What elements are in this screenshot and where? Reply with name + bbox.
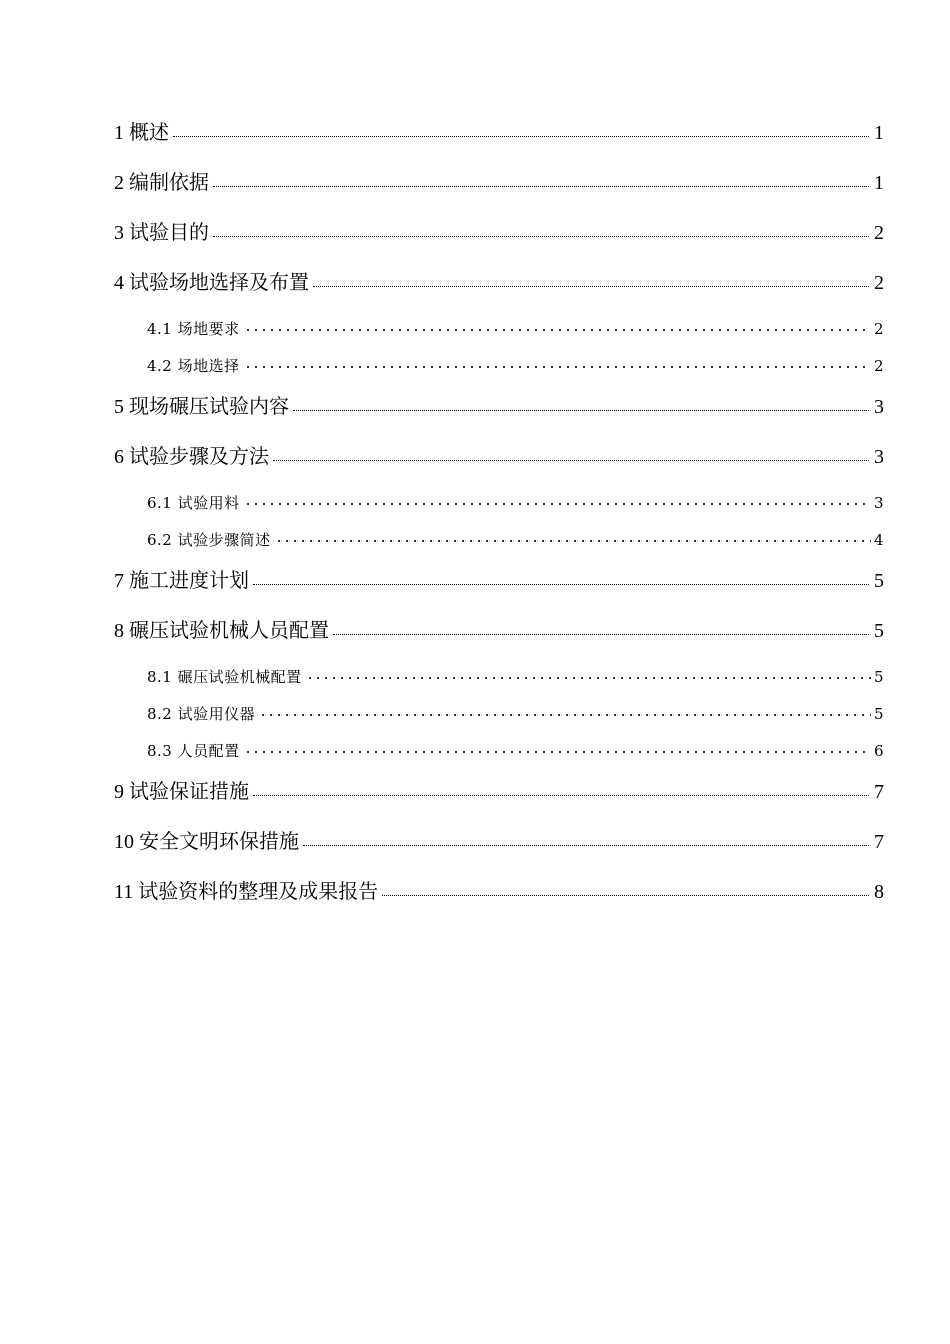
dot-leader [253,778,869,798]
toc-entry-page-number: 3 [874,396,884,418]
dot-leader [253,567,869,587]
dot-leader [259,704,871,719]
dot-leader [244,741,871,756]
toc-entry-page-number: 7 [874,781,884,803]
toc-entry[interactable] [114,264,884,314]
toc-entry[interactable] [114,438,884,488]
toc-entry-title: 6 试验步骤及方法 [114,446,269,468]
dot-leader [333,617,869,637]
toc-entry-page-number: 2 [873,320,884,338]
toc-entry-page-number: 5 [873,668,884,686]
toc-entry-title: 8.2 试验用仪器 [147,705,256,723]
toc-entry[interactable] [114,214,884,264]
dot-leader [213,219,869,239]
toc-entry-title: 3 试验目的 [114,222,209,244]
toc-subentry[interactable] [114,736,884,773]
toc-entry-title: 8 碾压试验机械人员配置 [114,620,329,642]
toc-entry-page-number: 1 [874,122,884,144]
toc-entry-title: 4.1 场地要求 [147,320,240,338]
dot-leader [293,393,869,413]
toc-entry-page-number: 5 [874,620,884,642]
dot-leader [303,828,869,848]
toc-entry-page-number: 2 [874,222,884,244]
dot-leader [306,667,871,682]
toc-entry-title: 8.1 碾压试验机械配置 [147,668,302,686]
toc-entry-page-number: 5 [874,570,884,592]
toc-entry-title: 5 现场碾压试验内容 [114,396,289,418]
table-of-contents [114,114,884,923]
toc-entry-title: 1 概述 [114,122,169,144]
toc-subentry[interactable] [114,488,884,525]
dot-leader [382,878,869,898]
toc-entry-page-number: 1 [874,172,884,194]
toc-entry-title: 2 编制依据 [114,172,209,194]
toc-entry-title: 4.2 场地选择 [147,357,240,375]
toc-entry-page-number: 3 [874,446,884,468]
toc-entry-title: 7 施工进度计划 [114,570,249,592]
dot-leader [275,530,871,545]
toc-entry-page-number: 2 [874,272,884,294]
dot-leader [273,443,869,463]
toc-entry-page-number: 8 [874,881,884,903]
dot-leader [244,319,871,334]
dot-leader [313,269,869,289]
toc-entry-page-number: 4 [873,531,884,549]
toc-entry-page-number: 2 [873,357,884,375]
toc-entry[interactable] [114,114,884,164]
toc-entry[interactable] [114,823,884,873]
dot-leader [244,356,871,371]
toc-entry-page-number: 3 [873,494,884,512]
toc-entry-page-number: 5 [873,705,884,723]
dot-leader [213,169,869,189]
toc-entry-page-number: 7 [874,831,884,853]
toc-subentry[interactable] [114,351,884,388]
toc-subentry[interactable] [114,662,884,699]
toc-entry[interactable] [114,388,884,438]
toc-entry-page-number: 6 [873,742,884,760]
toc-subentry[interactable] [114,525,884,562]
toc-entry[interactable] [114,612,884,662]
toc-entry-title: 8.3 人员配置 [147,742,240,760]
dot-leader [173,119,869,139]
toc-subentry[interactable] [114,314,884,351]
toc-entry[interactable] [114,873,884,923]
toc-entry-title: 9 试验保证措施 [114,781,249,803]
toc-entry-title: 11 试验资料的整理及成果报告 [114,881,379,903]
toc-entry-title: 4 试验场地选择及布置 [114,272,309,294]
toc-entry[interactable] [114,773,884,823]
toc-entry-title: 6.1 试验用料 [147,494,240,512]
toc-entry-title: 10 安全文明环保措施 [114,831,299,853]
toc-subentry[interactable] [114,699,884,736]
toc-entry[interactable] [114,562,884,612]
toc-entry-title: 6.2 试验步骤简述 [147,531,271,549]
toc-entry[interactable] [114,164,884,214]
dot-leader [244,493,871,508]
